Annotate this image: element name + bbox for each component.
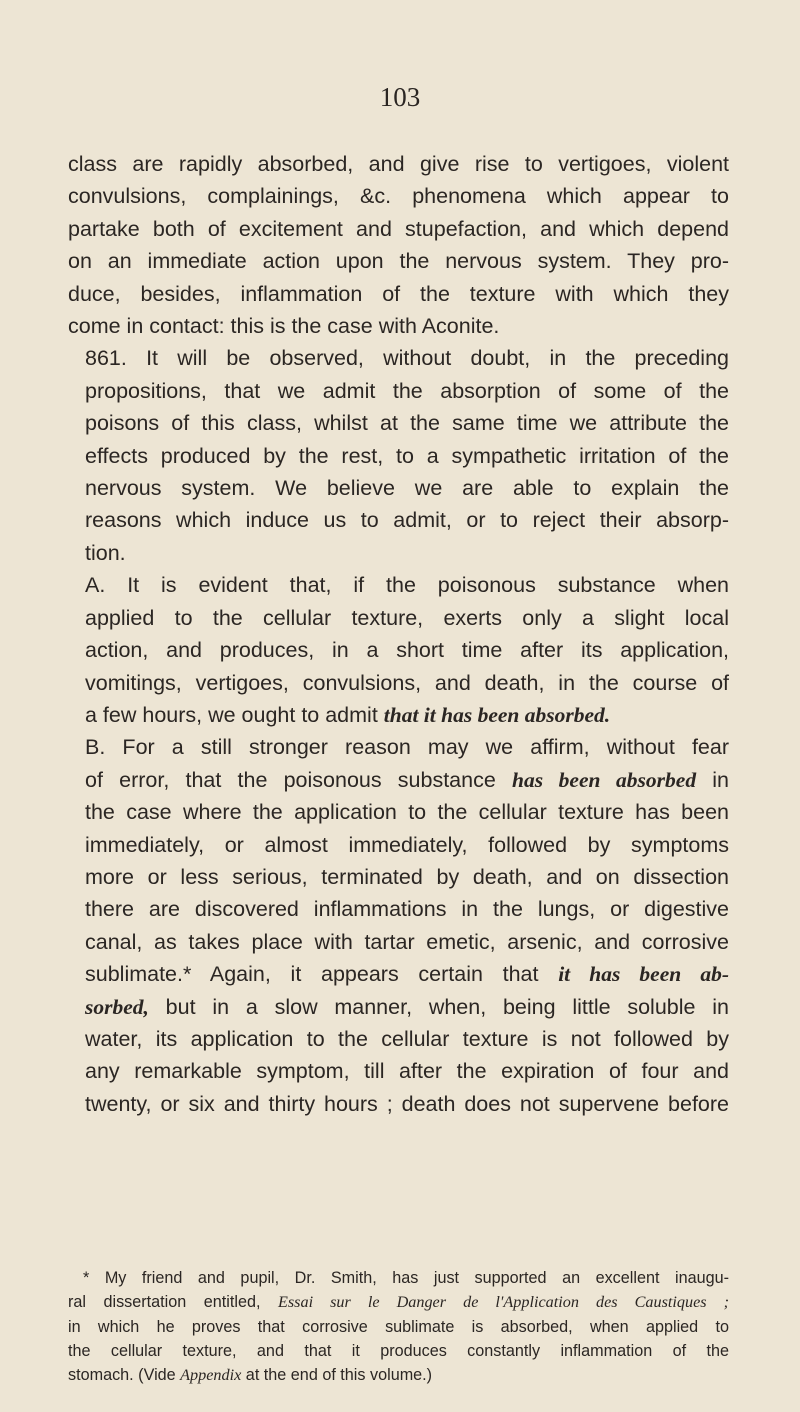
text-run: sublimate.* Again, it appears certain that [85, 962, 559, 987]
text-line: there are discovered inflammations in the lungs, or digestive [85, 897, 729, 922]
italic-emphasis: has been absorbed [512, 767, 697, 792]
text-line: tion. [85, 540, 126, 565]
paragraph-continuation [68, 148, 729, 342]
text-line: propositions, that we admit the absorption of some of the [85, 378, 729, 403]
text-run: in [696, 767, 729, 792]
text-line: convulsions, complainings, &c. phenomena which appear to [68, 184, 729, 209]
footnote-line [68, 1363, 729, 1387]
text-line: vomitings, vertigoes, convulsions, and death, in the course of [85, 670, 729, 695]
text-line [68, 991, 729, 1023]
text-line: on an immediate action upon the nervous system. They pro- [68, 249, 729, 274]
text-line: the case where the application to the cellular texture has been [85, 800, 729, 825]
footnote-line: in which he proves that corrosive sublimate is absorbed, when applied to [68, 1317, 729, 1336]
text-line [68, 764, 729, 796]
text-run: but in a slow manner, when, being little soluble in [148, 994, 729, 1019]
italic-emphasis: sorbed, [85, 994, 149, 1019]
text-line: B. For a still stronger reason may we affirm, without fear [85, 735, 729, 760]
text-line [68, 958, 729, 990]
text-line: poisons of this class, whilst at the same time we attribute the [85, 411, 729, 436]
text-line: immediately, or almost immediately, followed by symptoms [85, 832, 729, 857]
text-line: applied to the cellular texture, exerts only a slight local [85, 605, 729, 630]
text-line: any remarkable symptom, till after the expiration of four and [85, 1059, 729, 1084]
italic-emphasis: that it has been absorbed. [383, 702, 611, 727]
page-number: 103 [379, 82, 421, 112]
paragraph-b [68, 731, 729, 1120]
footnote-line: the cellular texture, and that it produces constantly inflammation of the [68, 1341, 729, 1360]
footnote-line: * My friend and pupil, Dr. Smith, has just supported an excellent inaugu- [83, 1269, 729, 1287]
text-run: a few hours, we ought to admit [85, 702, 384, 727]
text-line: twenty, or six and thirty hours ; death does not supervene before [85, 1091, 729, 1116]
italic-title: Essai sur le Danger de l'Application des Caustiques ; [277, 1293, 729, 1312]
text-run: ral dissertation entitled, [68, 1293, 278, 1312]
text-line: action, and produces, in a short time after its application, [85, 638, 729, 663]
text-line: class are rapidly absorbed, and give rise to vertigoes, violent [68, 152, 729, 176]
text-line: come in contact: this is the case with Aconite. [68, 314, 500, 339]
text-line: 861. It will be observed, without doubt, in the preceding [85, 346, 729, 371]
text-run: stomach. (Vide [68, 1366, 181, 1385]
text-run: of error, that the poisonous substance [85, 767, 512, 792]
text-line: nervous system. We believe we are able to explain the [85, 476, 729, 501]
footnote [68, 1266, 729, 1387]
text-line: effects produced by the rest, to a sympathetic irritation of the [85, 443, 729, 468]
text-line: more or less serious, terminated by death, and on dissection [85, 864, 729, 889]
body-text [68, 148, 729, 1120]
text-line: canal, as takes place with tartar emetic, arsenic, and corrosive [85, 929, 729, 954]
text-line: partake both of excitement and stupefaction, and which depend [68, 216, 729, 241]
text-line [68, 699, 729, 731]
text-line: duce, besides, inflammation of the texture with which they [68, 281, 729, 306]
italic-emphasis: it has been ab- [558, 962, 729, 987]
text-line: water, its application to the cellular texture is not followed by [85, 1026, 729, 1051]
text-line: reasons which induce us to admit, or to reject their absorp- [85, 508, 729, 533]
footnote-line [68, 1290, 729, 1314]
italic-emphasis: Appendix [180, 1366, 242, 1385]
text-line: A. It is evident that, if the poisonous substance when [85, 573, 729, 598]
text-run: at the end of this volume.) [241, 1366, 433, 1385]
paragraph-861 [68, 342, 729, 569]
paragraph-a [68, 569, 729, 731]
